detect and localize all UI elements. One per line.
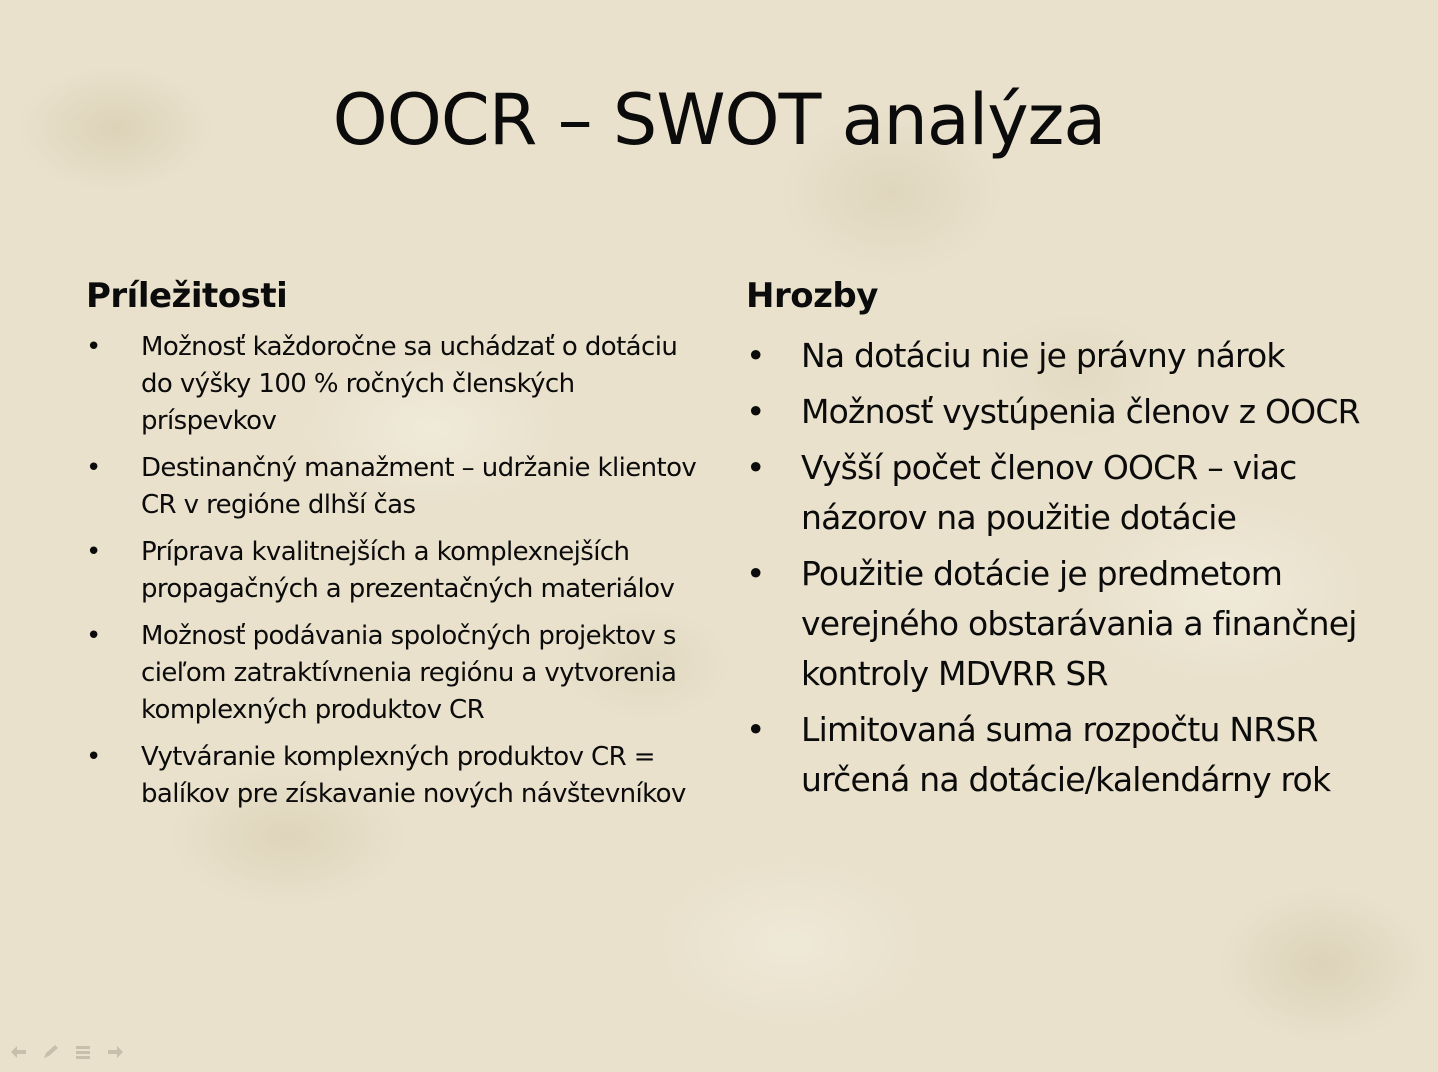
- list-item: [86, 618, 716, 729]
- list-item-text: Vyšší počet členov OOCR – viac názorov na použitie dotácie: [801, 447, 1297, 537]
- list-item: [746, 549, 1386, 699]
- opportunities-column: [86, 276, 716, 823]
- list-item-text: Možnosť vystúpenia členov z OOCR: [801, 391, 1360, 431]
- list-item-text: Možnosť každoročne sa uchádzať o dotáciu do výšky 100 % ročných členských príspevkov: [141, 331, 678, 436]
- next-slide-icon[interactable]: [104, 1042, 126, 1062]
- list-item: [86, 329, 716, 440]
- list-item: [746, 443, 1386, 543]
- list-item: [86, 450, 716, 524]
- opportunities-list: [86, 329, 716, 813]
- bullet-icon: •: [746, 335, 765, 375]
- threats-list: [746, 331, 1386, 805]
- list-item-text: Vytváranie komplexných produktov CR = balíkov pre získavanie nových návštevníkov: [141, 741, 686, 809]
- opportunities-heading: Príležitosti: [86, 276, 288, 316]
- list-item-text: Na dotáciu nie je právny nárok: [801, 335, 1285, 375]
- list-item: [746, 705, 1386, 805]
- list-item-text: Destinančný manažment – udržanie klientov CR v regióne dlhší čas: [141, 452, 697, 520]
- pen-icon[interactable]: [40, 1042, 62, 1062]
- bullet-icon: •: [746, 447, 765, 487]
- bullet-icon: •: [86, 452, 101, 483]
- bullet-icon: •: [746, 391, 765, 431]
- previous-slide-icon[interactable]: [8, 1042, 30, 1062]
- list-item-text: Príprava kvalitnejších a komplexnejších propagačných a prezentačných materiálov: [141, 536, 675, 604]
- list-item: [86, 739, 716, 813]
- slideshow-nav-controls: [8, 1042, 126, 1062]
- list-item-text: Použitie dotácie je predmetom verejného obstarávania a finančnej kontroly MDVRR SR: [801, 553, 1357, 693]
- bullet-icon: •: [86, 741, 101, 772]
- list-item-text: Limitovaná suma rozpočtu NRSR určená na dotácie/kalendárny rok: [801, 709, 1331, 799]
- bullet-icon: •: [86, 536, 101, 567]
- bullet-icon: •: [86, 331, 101, 362]
- threats-heading: Hrozby: [746, 276, 878, 316]
- menu-icon[interactable]: [72, 1042, 94, 1062]
- list-item: [746, 331, 1386, 381]
- threats-column: [746, 276, 1386, 811]
- slide-title: OOCR – SWOT analýza: [332, 79, 1106, 161]
- bullet-icon: •: [746, 709, 765, 749]
- bullet-icon: •: [86, 620, 101, 651]
- list-item: [86, 534, 716, 608]
- bullet-icon: •: [746, 553, 765, 593]
- list-item: [746, 387, 1386, 437]
- list-item-text: Možnosť podávania spoločných projektov s cieľom zatraktívnenia regiónu a vytvorenia komplexných produktov CR: [141, 620, 677, 725]
